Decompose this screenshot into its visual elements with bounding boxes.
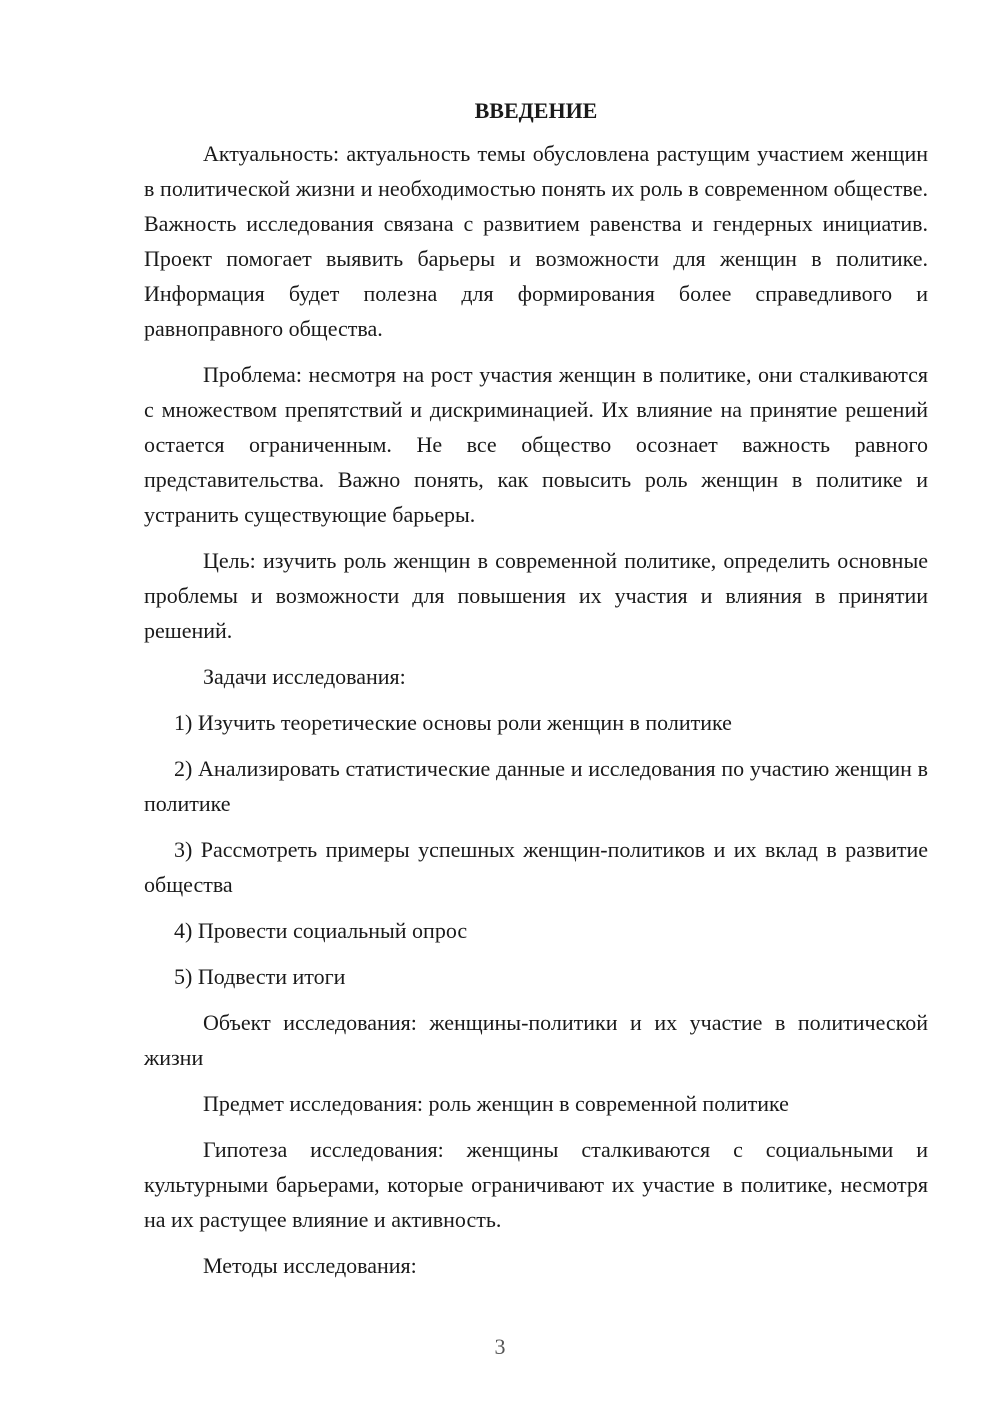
subject-paragraph: Предмет исследования: роль женщин в современной политике: [203, 1091, 789, 1116]
task-item-4: 4) Провести социальный опрос: [174, 918, 468, 943]
methods-heading: Методы исследования:: [203, 1253, 417, 1278]
task-item-5: 5) Подвести итоги: [174, 964, 346, 989]
tasks-heading: Задачи исследования:: [203, 664, 406, 689]
goal-paragraph: Цель: изучить роль женщин в современной политике, определить основные проблемы и возможности для повышения их участия и влияния в принятии решений.: [144, 548, 928, 643]
task-item-2: 2) Анализировать статистические данные и исследования по участию женщин в политике: [144, 756, 928, 816]
problem-paragraph: Проблема: несмотря на рост участия женщин в политике, они сталкиваются с множеством препятствий и дискриминацией. Их влияние на принятие решений остается ограниченным. Не все общество осознает важность равного представительства. Важно понять, как повысить роль женщин в политике и устранить существующие барьеры.: [144, 362, 928, 527]
section-title: ВВЕДЕНИЕ: [474, 98, 598, 123]
object-paragraph: Объект исследования: женщины-политики и их участие в политической жизни: [144, 1010, 928, 1070]
task-item-3: 3) Рассмотреть примеры успешных женщин-политиков и их вклад в развитие общества: [144, 837, 928, 897]
hypothesis-paragraph: Гипотеза исследования: женщины сталкиваются с социальными и культурными барьерами, которые ограничивают их участие в политике, несмотря на их растущее влияние и активность.: [144, 1137, 928, 1232]
relevance-paragraph: Актуальность: актуальность темы обусловлена растущим участием женщин в политической жизни и необходимостью понять их роль в современном обществе. Важность исследования связана с развитием равенства и гендерных инициатив. Проект помогает выявить барьеры и возможности для женщин в политике. Информация будет полезна для формирования более справедливого и равноправного общества.: [144, 141, 928, 341]
task-item-1: 1) Изучить теоретические основы роли женщин в политике: [174, 710, 732, 735]
page-content: [144, 95, 928, 1294]
page-number: 3: [494, 1334, 506, 1359]
